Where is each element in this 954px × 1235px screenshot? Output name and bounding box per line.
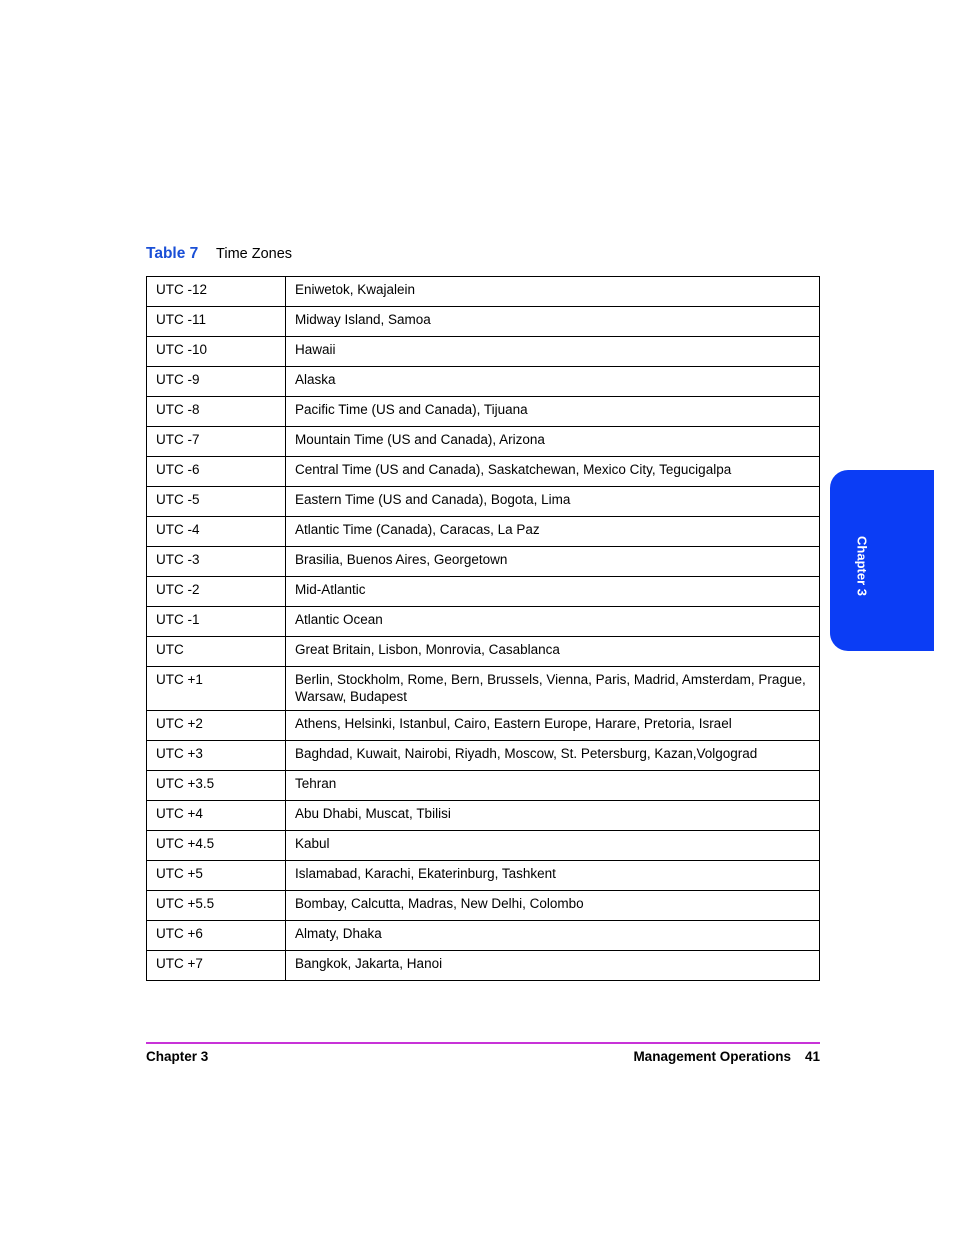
regions-cell: Central Time (US and Canada), Saskatchewan, Mexico City, Tegucigalpa — [286, 457, 820, 487]
utc-offset-cell: UTC -6 — [147, 457, 286, 487]
utc-offset-cell: UTC -2 — [147, 577, 286, 607]
table-row — [147, 831, 820, 861]
utc-offset-cell: UTC -12 — [147, 277, 286, 307]
table-row — [147, 427, 820, 457]
utc-offset-cell: UTC -1 — [147, 607, 286, 637]
regions-cell: Kabul — [286, 831, 820, 861]
regions-cell: Mid-Atlantic — [286, 577, 820, 607]
table-number: Table 7 — [146, 245, 199, 262]
utc-offset-cell: UTC +5 — [147, 861, 286, 891]
utc-offset-cell: UTC -10 — [147, 337, 286, 367]
utc-offset-cell: UTC -3 — [147, 547, 286, 577]
table-row — [147, 367, 820, 397]
utc-offset-cell: UTC -7 — [147, 427, 286, 457]
table-title: Time Zones — [216, 246, 293, 262]
utc-offset-cell: UTC +3 — [147, 741, 286, 771]
utc-offset-cell: UTC +4.5 — [147, 831, 286, 861]
table-row — [147, 921, 820, 951]
utc-offset-cell: UTC +7 — [147, 951, 286, 981]
regions-cell: Eastern Time (US and Canada), Bogota, Lima — [286, 487, 820, 517]
table-row — [147, 457, 820, 487]
chapter-side-tab-label: Chapter 3 — [854, 536, 870, 596]
table-row — [147, 487, 820, 517]
footer-chapter: Chapter 3 — [146, 1049, 209, 1064]
regions-cell: Atlantic Ocean — [286, 607, 820, 637]
utc-offset-cell: UTC -5 — [147, 487, 286, 517]
regions-cell: Great Britain, Lisbon, Monrovia, Casablanca — [286, 637, 820, 667]
time-zones-table-body — [147, 277, 820, 981]
regions-cell: Bangkok, Jakarta, Hanoi — [286, 951, 820, 981]
table-row — [147, 741, 820, 771]
table-row — [147, 711, 820, 741]
table-row — [147, 637, 820, 667]
utc-offset-cell: UTC -11 — [147, 307, 286, 337]
table-row — [147, 771, 820, 801]
utc-offset-cell: UTC +2 — [147, 711, 286, 741]
footer-right — [633, 1049, 820, 1064]
utc-offset-cell: UTC -9 — [147, 367, 286, 397]
page-number: 41 — [804, 1049, 820, 1064]
regions-cell: Atlantic Time (Canada), Caracas, La Paz — [286, 517, 820, 547]
utc-offset-cell: UTC +3.5 — [147, 771, 286, 801]
table-row — [147, 801, 820, 831]
utc-offset-cell: UTC -4 — [147, 517, 286, 547]
table-row — [147, 861, 820, 891]
regions-cell: Almaty, Dhaka — [286, 921, 820, 951]
table-row — [147, 607, 820, 637]
footer-rule — [146, 1042, 820, 1044]
utc-offset-cell: UTC -8 — [147, 397, 286, 427]
regions-cell: Brasilia, Buenos Aires, Georgetown — [286, 547, 820, 577]
table-caption — [146, 245, 292, 263]
table-row — [147, 577, 820, 607]
table-row — [147, 547, 820, 577]
table-row — [147, 517, 820, 547]
table-row — [147, 277, 820, 307]
chapter-side-tab — [830, 470, 934, 651]
table-row — [147, 337, 820, 367]
footer-section: Management Operations — [633, 1049, 791, 1064]
utc-offset-cell: UTC — [147, 637, 286, 667]
table-row — [147, 667, 820, 711]
table-row — [147, 891, 820, 921]
regions-cell: Baghdad, Kuwait, Nairobi, Riyadh, Moscow, St. Petersburg, Kazan,Volgograd — [286, 741, 820, 771]
time-zones-table — [146, 276, 820, 981]
utc-offset-cell: UTC +1 — [147, 667, 286, 711]
utc-offset-cell: UTC +5.5 — [147, 891, 286, 921]
regions-cell: Hawaii — [286, 337, 820, 367]
table-row — [147, 397, 820, 427]
regions-cell: Bombay, Calcutta, Madras, New Delhi, Colombo — [286, 891, 820, 921]
regions-cell: Athens, Helsinki, Istanbul, Cairo, Eastern Europe, Harare, Pretoria, Israel — [286, 711, 820, 741]
table-row — [147, 951, 820, 981]
regions-cell: Eniwetok, Kwajalein — [286, 277, 820, 307]
regions-cell: Berlin, Stockholm, Rome, Bern, Brussels, Vienna, Paris, Madrid, Amsterdam, Prague, Warsaw, Budapest — [286, 667, 820, 711]
utc-offset-cell: UTC +6 — [147, 921, 286, 951]
utc-offset-cell: UTC +4 — [147, 801, 286, 831]
regions-cell: Mountain Time (US and Canada), Arizona — [286, 427, 820, 457]
regions-cell: Midway Island, Samoa — [286, 307, 820, 337]
regions-cell: Islamabad, Karachi, Ekaterinburg, Tashkent — [286, 861, 820, 891]
regions-cell: Alaska — [286, 367, 820, 397]
regions-cell: Pacific Time (US and Canada), Tijuana — [286, 397, 820, 427]
regions-cell: Abu Dhabi, Muscat, Tbilisi — [286, 801, 820, 831]
regions-cell: Tehran — [286, 771, 820, 801]
table-row — [147, 307, 820, 337]
